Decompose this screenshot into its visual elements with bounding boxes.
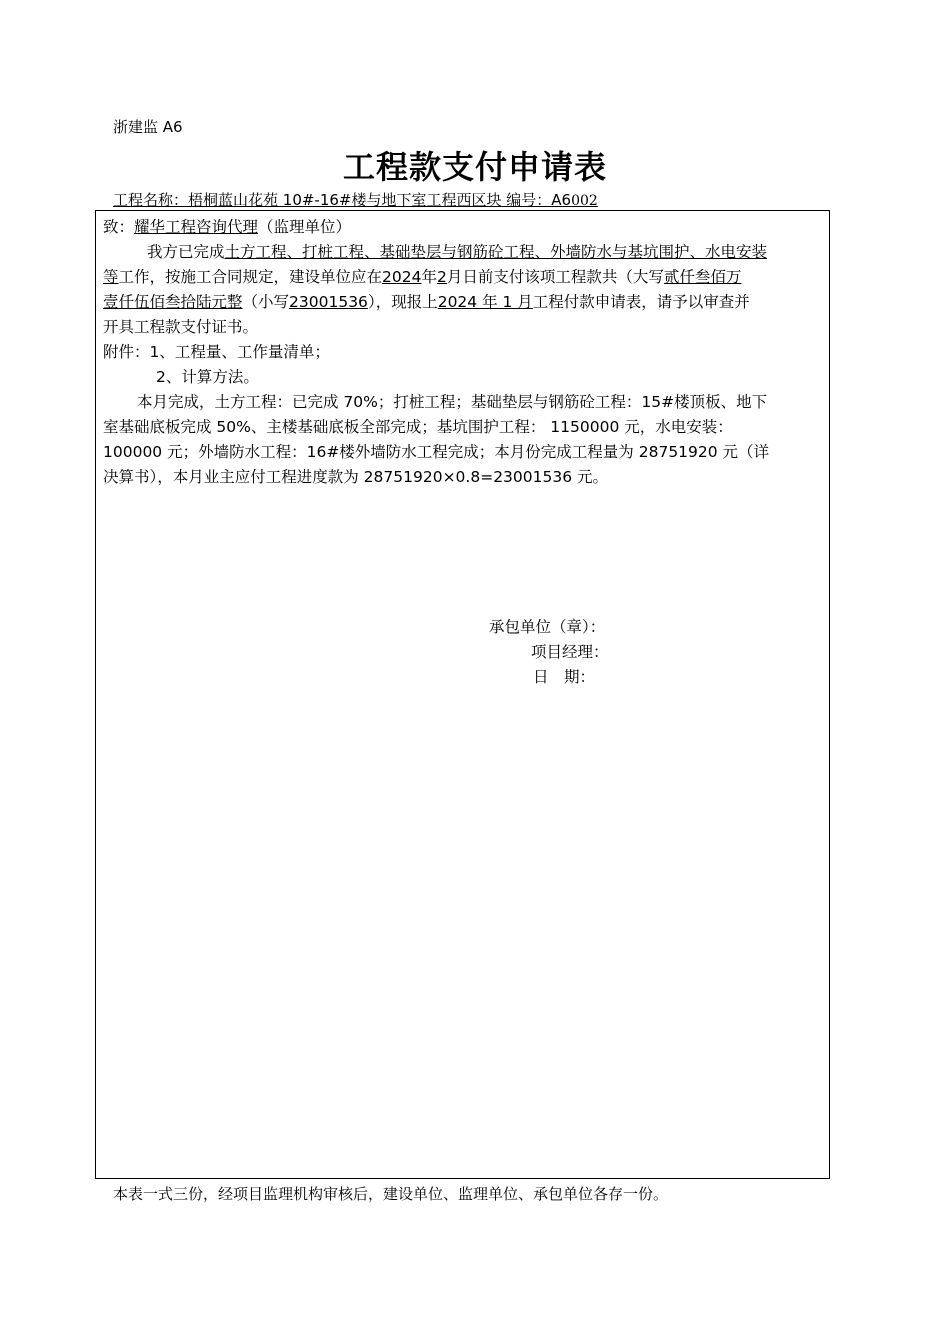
page-title: 工程款支付申请表 [342, 148, 607, 186]
footer-note: 本表一式三份，经项目监理机构审核后，建设单位、监理单位、承包单位各存一份。 [113, 1185, 669, 1203]
to-prefix: 致： [103, 218, 135, 236]
text: 月日前支付该项工程款共（大写 [446, 268, 664, 286]
paragraph-line-2 [103, 265, 741, 287]
amount-chinese-cont: 壹仟伍佰叁拾陆元整 [103, 293, 243, 311]
project-label: 工程名称：梧桐蓝山花苑 10#-16#楼与地下室工程西区块 编号：A6 [113, 191, 572, 209]
text: （小写 [242, 293, 290, 311]
attachment-2: 2、计算方法。 [156, 368, 259, 386]
amount-number: 23001536 [289, 293, 368, 311]
paragraph-line-1 [147, 240, 767, 262]
amount-chinese: 贰仟叁佰万 [663, 268, 742, 286]
detail-line-1: 本月完成，土方工程：已完成 70%；打桩工程；基础垫层与钢筋砼工程：15#楼顶板、地下 [137, 393, 768, 411]
pay-year: 2024 [382, 268, 422, 286]
text: 我方已完成 [147, 243, 225, 261]
project-line [113, 189, 598, 210]
detail-line-3: 100000 元；外墙防水工程：16#楼外墙防水工程完成；本月份完成工程量为 28751920 元（详 [103, 443, 770, 461]
project-manager-label: 项目经理： [531, 643, 609, 661]
completed-work: 土方工程、打桩工程、基础垫层与钢筋砼工程、外墙防水与基坑围护、水电安装 [224, 243, 768, 261]
detail-line-4: 决算书），本月业主应付工程进度款为 28751920×0.8=23001536 元。 [103, 468, 609, 486]
paragraph-line-4: 开具工程款支付证书。 [103, 318, 259, 336]
addressee-line [103, 215, 351, 237]
contractor-seal-label: 承包单位（章）： [489, 618, 606, 636]
text: 工作，按施工合同规定，建设单位应在 [118, 268, 383, 286]
text: 年 [421, 268, 437, 286]
detail-line-2: 室基础底板完成 50%、主楼基础底板全部完成；基坑围护工程： 1150000 元，水电安装： [103, 418, 733, 436]
report-period: 2024 年 1 月 [437, 293, 533, 311]
attachment-1: 附件：1、工程量、工作量清单； [103, 343, 330, 361]
text: ），现报上 [367, 293, 438, 311]
form-code: 浙建监 A6 [113, 118, 183, 136]
paragraph-line-3 [103, 290, 750, 312]
completed-work-cont: 等 [103, 268, 119, 286]
pay-month: 2 [437, 268, 447, 286]
date-label: 日 期： [533, 668, 596, 686]
to-suffix: （监理单位） [258, 218, 352, 236]
text: 工程付款申请表，请予以审查并 [532, 293, 750, 311]
project-serial: 002 [571, 193, 598, 209]
supervision-unit: 耀华工程咨询代理 [134, 218, 259, 236]
